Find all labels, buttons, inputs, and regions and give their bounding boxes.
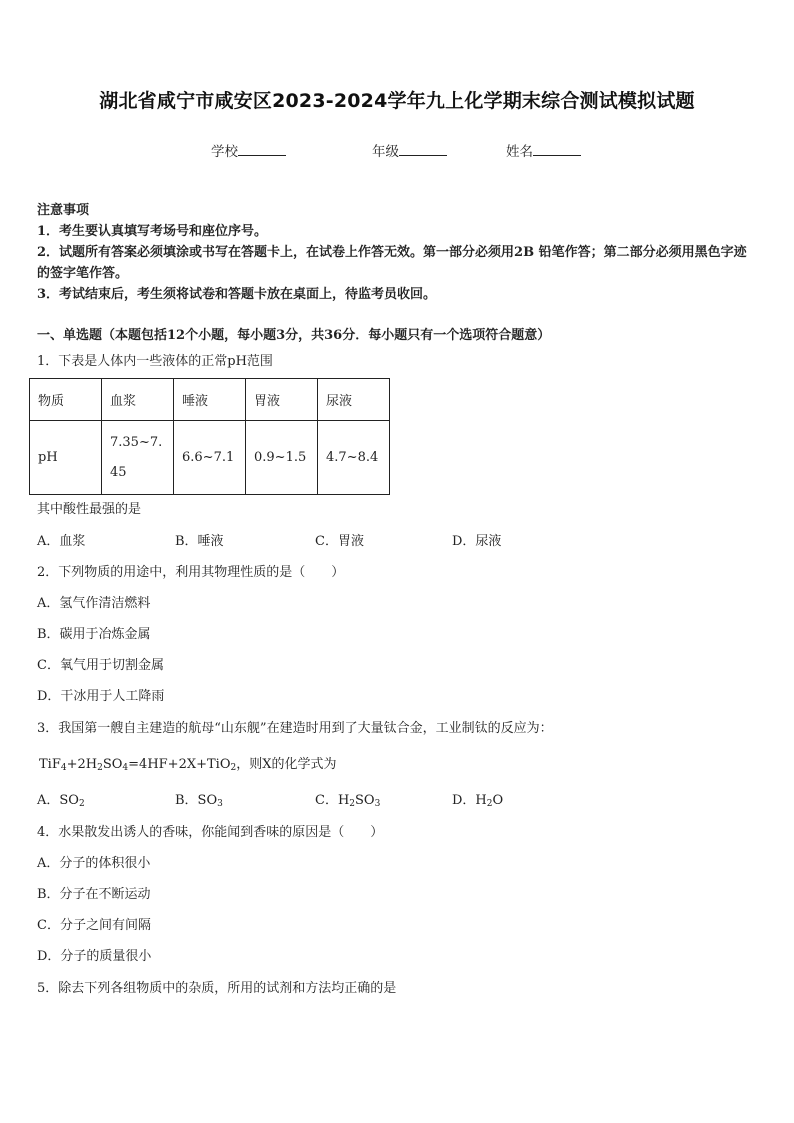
q3-equation bbox=[39, 755, 336, 775]
q3-option-c[interactable]: C．$H_2SO_3$ bbox=[315, 793, 381, 809]
notice-section bbox=[37, 200, 759, 305]
grade-blank[interactable] bbox=[399, 143, 447, 156]
name-blank[interactable] bbox=[533, 143, 581, 156]
school-label: 学校 bbox=[211, 144, 238, 160]
q4-option-c[interactable]: C．分子之间有间隔 bbox=[37, 918, 151, 933]
table-row bbox=[30, 421, 390, 495]
table-header-cell: 胃液 bbox=[246, 379, 318, 421]
q1-option-a[interactable]: A．血浆 bbox=[37, 534, 86, 549]
q2-option-a[interactable]: A．氢气作清洁燃料 bbox=[37, 596, 151, 611]
chemical-equation: $TiF_4+2H_2SO_4=4HF+2X+TiO_2$ bbox=[39, 757, 237, 773]
table-cell: 6.6~7.1 bbox=[174, 421, 246, 495]
notice-item-1: 1．考生要认真填写考场号和座位序号。 bbox=[37, 224, 268, 239]
q3-option-b[interactable]: B．$SO_3$ bbox=[175, 793, 223, 809]
q1-ask: 其中酸性最强的是 bbox=[37, 502, 142, 517]
q4-option-d[interactable]: D．分子的质量很小 bbox=[37, 949, 152, 964]
q3-option-d[interactable]: D．$H_2O$ bbox=[452, 793, 504, 809]
table-header-cell: 尿液 bbox=[318, 379, 390, 421]
name-field[interactable] bbox=[506, 140, 581, 160]
q4-stem: 4．水果散发出诱人的香味，你能闻到香味的原因是（ ） bbox=[37, 825, 384, 840]
school-blank[interactable] bbox=[238, 143, 286, 156]
ph-table bbox=[29, 378, 390, 495]
q4-option-b[interactable]: B．分子在不断运动 bbox=[37, 887, 151, 902]
section-heading: 一、单选题（本题包括12个小题，每小题3分，共36分．每小题只有一个选项符合题意） bbox=[37, 328, 551, 343]
q3-equation-tail: ，则X的化学式为 bbox=[236, 757, 337, 772]
school-field[interactable] bbox=[211, 140, 286, 160]
q2-option-d[interactable]: D．干冰用于人工降雨 bbox=[37, 689, 165, 704]
table-row-label: pH bbox=[30, 421, 102, 495]
name-label: 姓名 bbox=[506, 144, 533, 160]
grade-field[interactable] bbox=[372, 140, 447, 160]
q2-option-b[interactable]: B．碳用于冶炼金属 bbox=[37, 627, 151, 642]
notice-item-3: 3．考试结束后，考生须将试卷和答题卡放在桌面上，待监考员收回。 bbox=[37, 287, 437, 302]
q1-option-b[interactable]: B．唾液 bbox=[175, 534, 224, 549]
notice-item-2: 2．试题所有答案必须填涂或书写在答题卡上，在试卷上作答无效。第一部分必须用2B 铅笔作答；第二部分必须用黑色字迹的签字笔作答。 bbox=[37, 245, 747, 281]
notice-heading: 注意事项 bbox=[37, 203, 90, 218]
table-cell: 7.35~7.45 bbox=[102, 421, 174, 495]
table-header-row bbox=[30, 379, 390, 421]
q1-option-d[interactable]: D．尿液 bbox=[452, 534, 502, 549]
q2-stem: 2．下列物质的用途中，利用其物理性质的是（ ） bbox=[37, 565, 345, 580]
q4-option-a[interactable]: A．分子的体积很小 bbox=[37, 856, 151, 871]
q1-stem: 1．下表是人体内一些液体的正常pH范围 bbox=[37, 354, 273, 369]
table-cell: 4.7~8.4 bbox=[318, 421, 390, 495]
table-header-cell: 血浆 bbox=[102, 379, 174, 421]
q2-option-c[interactable]: C．氧气用于切割金属 bbox=[37, 658, 164, 673]
q5-stem: 5．除去下列各组物质中的杂质，所用的试剂和方法均正确的是 bbox=[37, 981, 397, 996]
q1-option-c[interactable]: C．胃液 bbox=[315, 534, 364, 549]
table-cell: 0.9~1.5 bbox=[246, 421, 318, 495]
page-title: 湖北省咸宁市咸安区2023-2024学年九上化学期末综合测试模拟试题 bbox=[99, 90, 695, 112]
grade-label: 年级 bbox=[372, 144, 399, 160]
q3-stem: 3．我国第一艘自主建造的航母“山东舰”在建造时用到了大量钛合金，工业制钛的反应为： bbox=[37, 721, 553, 736]
table-header-cell: 唾液 bbox=[174, 379, 246, 421]
table-header-cell: 物质 bbox=[30, 379, 102, 421]
q3-option-a[interactable]: A．$SO_2$ bbox=[37, 793, 85, 809]
